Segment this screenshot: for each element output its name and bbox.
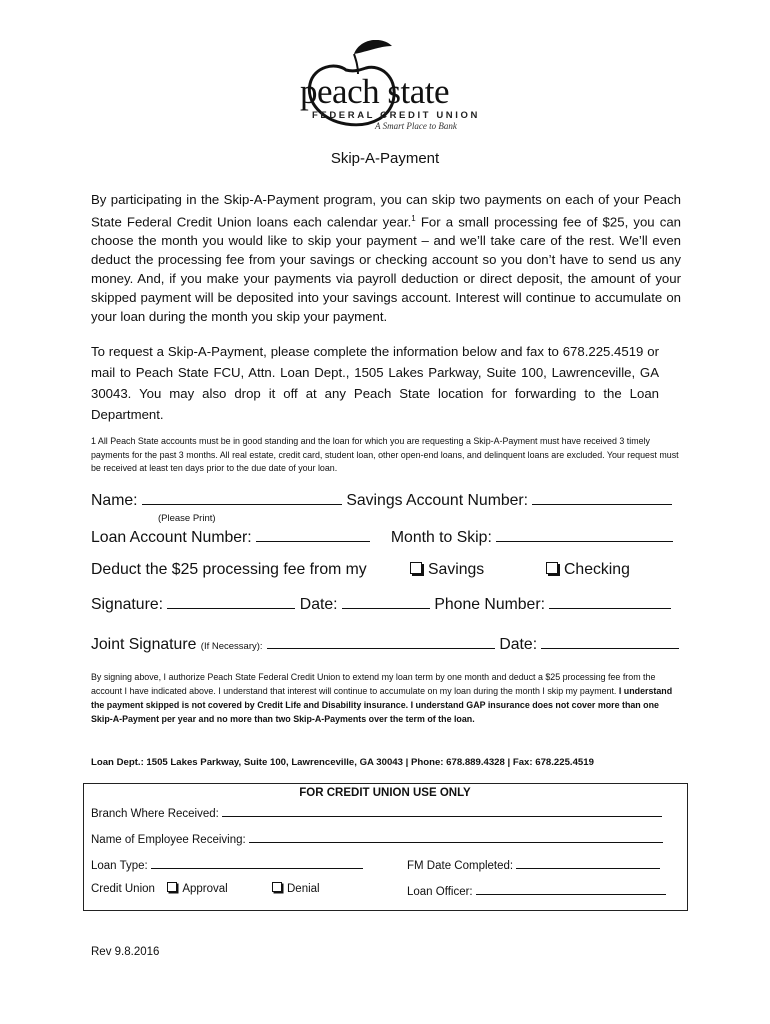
name-row [91,490,672,510]
loan-account-label: Loan Account Number: [91,529,252,546]
month-to-skip-field[interactable] [496,527,673,542]
checking-option-label: Checking [564,561,630,578]
name-label: Name: [91,492,138,509]
loan-type-field[interactable] [151,856,363,869]
office-use-title: FOR CREDIT UNION USE ONLY [299,787,471,799]
phone-label: Phone Number: [434,596,545,613]
loan-dept-contact: Loan Dept.: 1505 Lakes Parkway, Suite 100, Lawrenceville, GA 30043 | Phone: 678.889.4328 | Fax: 678.225.4519 [91,757,594,768]
intro-text-1: By participating in the Skip-A-Payment program, you can skip two payments on each of your Peach State Federal Credit Union loans each calendar year. [91,192,681,230]
denial-option[interactable] [272,882,320,895]
signature-row [91,594,671,614]
approval-label: Approval [182,883,228,895]
deduct-label: Deduct the $25 processing fee from my [91,561,367,578]
request-paragraph: To request a Skip-A-Payment, please complete the information below and fax to 678.225.4519 or mail to Peach State FCU, Attn. Loan Dept., 1505 Lakes Parkway, Suite 100, Lawrenceville, GA 30043. You may also drop it off at any Peach State location for forwarding to the Loan Department. [91,344,659,422]
loan-officer-row [407,882,666,898]
employee-label: Name of Employee Receiving: [91,834,246,846]
loan-type-label: Loan Type: [91,860,148,872]
savings-account-field[interactable] [532,490,672,505]
consent-text: By signing above, I authorize Peach State Federal Credit Union to extend my loan term by one month and deduct a $25 processing fee from the account I have indicated above. I understand that interest will continue to accumulate on my loan during the month I skip my payment. [91,672,656,696]
signature-field[interactable] [167,594,295,609]
joint-date-label: Date: [499,636,538,653]
savings-option-label: Savings [428,561,485,578]
date-field[interactable] [342,594,430,609]
branch-field[interactable] [222,804,662,817]
signature-label: Signature: [91,596,164,613]
fm-date-label: FM Date Completed: [407,860,514,872]
checking-option[interactable] [546,561,630,579]
joint-signature-field[interactable] [267,634,495,649]
logo-tagline: A Smart Place to Bank [375,121,457,131]
credit-union-row [91,882,228,895]
employee-row [91,830,663,846]
consent-bold-text: I understand the payment skipped is not covered by Credit Life and Disability insurance. I understand GAP insurance does not cover more than one Skip-A-Payment per year and no more than two Skip-A-Payments over the term of the loan. [91,686,673,724]
name-field[interactable] [142,490,342,505]
loan-officer-label: Loan Officer: [407,886,473,898]
employee-field[interactable] [249,830,663,843]
please-print-hint: (Please Print) [158,513,216,524]
logo-wordmark: peach state [300,72,449,111]
date-label: Date: [299,596,338,613]
intro-text-2: For a small processing fee of $25, you can choose the month you would like to skip your payment – and we’ll take care of the rest. We’ll even deduct the processing fee from your savings or checking account so you don’t have to send us any money. And, if you make your payments via payroll deduction or direct deposit, the amount of your skipped payment will be deposited into your savings account. Interest will continue to accumulate on your loan during the month you skip your payment. [91,214,681,325]
footnote-mark: 1 [411,214,416,223]
branch-row [91,804,662,820]
deduct-row [91,561,367,579]
joint-signature-label: Joint Signature [91,636,197,653]
credit-union-label: Credit Union [91,883,155,895]
savings-option[interactable] [410,561,484,579]
checking-checkbox[interactable] [546,562,558,574]
revision-label: Rev 9.8.2016 [91,946,160,958]
consent-paragraph [91,670,683,726]
month-to-skip-label: Month to Skip: [390,529,492,546]
joint-date-field[interactable] [541,634,679,649]
logo-subtitle: FEDERAL CREDIT UNION [312,110,480,121]
loan-officer-field[interactable] [476,882,666,895]
denial-checkbox[interactable] [272,882,282,892]
denial-label: Denial [287,883,320,895]
branch-label: Branch Where Received: [91,808,219,820]
if-necessary-label: (If Necessary): [200,641,263,652]
page-title: Skip-A-Payment [330,150,440,167]
phone-field[interactable] [549,594,671,609]
fm-date-row [407,856,660,872]
joint-signature-row [91,634,679,654]
approval-checkbox[interactable] [167,882,177,892]
fm-date-field[interactable] [516,856,660,869]
loan-type-row [91,856,363,872]
intro-paragraph [91,190,681,326]
savings-checkbox[interactable] [410,562,422,574]
footnote: 1 All Peach State accounts must be in good standing and the loan for which you are requesting a Skip-A-Payment must have received 3 timely payments for the past 3 months. All real estate, credit card, student loan, other open-end loans, and delinquent loans are excluded. Your request must be received at least ten days prior to the due date of your loan. [91,436,679,474]
savings-account-label: Savings Account Number: [346,492,529,509]
loan-account-field[interactable] [256,527,370,542]
loan-account-row [91,527,673,547]
